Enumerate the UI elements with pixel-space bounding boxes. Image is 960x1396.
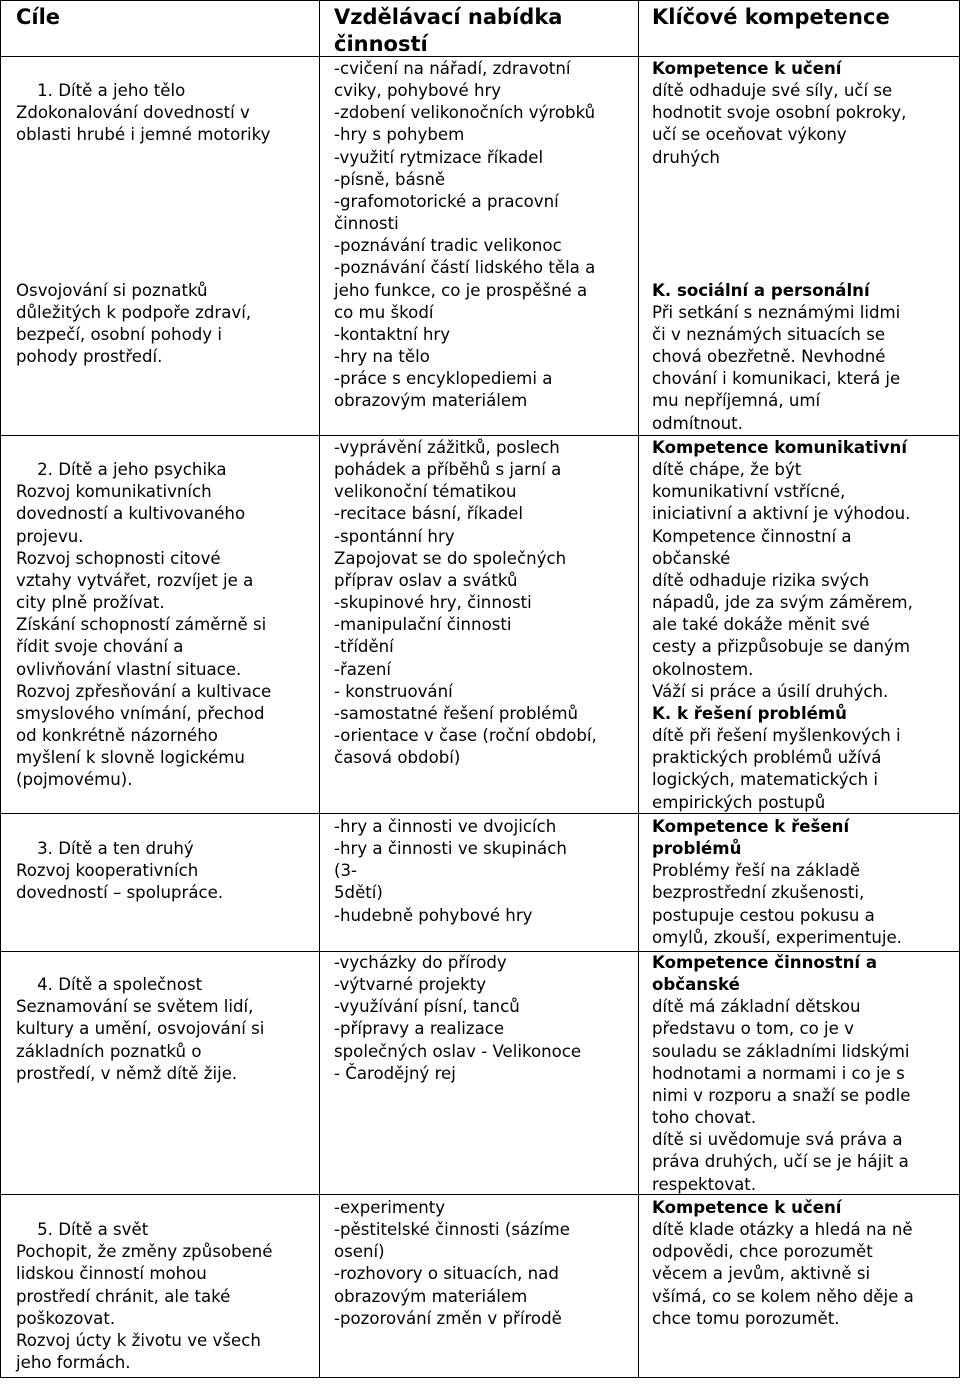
row-1-offer: -cvičení na nářadí, zdravotní cviky, pohybové hry -zdobení velikonočních výrobků -hry s pohybem -využití rytmizace říkadel -písně, básně -grafomotorické a pracovní činnosti -poznávání tradic velikonoc -poznávání částí lidského těla a jeho funkce, co je prospěšné a co mu škodí -kontaktní hry -hry na tělo -práce s encyklopediemi a obrazovým materiálem [334, 59, 596, 411]
row-2-comp-title-1: Kompetence komunikativní [652, 438, 908, 457]
row-1-goals-text: Zdokonalování dovedností v oblasti hrubé i jemné motoriky Osvojování si poznatků důležitých k podpoře zdraví, bezpečí, osobní pohody i pohody prostředí. [16, 103, 271, 367]
row-4-competences [652, 952, 910, 1196]
row-4-goals-title: 4. Dítě a společnost [37, 975, 203, 995]
row-4-comp-title-1: Kompetence činnostní a občanské [652, 953, 878, 995]
row-3-offer: -hry a činnosti ve dvojicích -hry a činnosti ve skupinách (3- 5dětí) -hudebně pohybové hry [334, 817, 567, 925]
row-3-competences [652, 816, 902, 949]
column-divider [638, 1, 639, 1377]
row-1-comp-title-1: Kompetence k učení [652, 59, 842, 78]
row-1-comp-text-2: Při setkání s neznámými lidmi či v neznámých situacích se chová obezřetně. Nevhodné chování i komunikaci, která je mu nepříjemná, umí odmítnout. [652, 302, 901, 433]
column-divider [319, 1, 320, 1377]
row-3-goals-text: Rozvoj kooperativních dovedností – spolupráce. [16, 861, 224, 903]
row-3-comp-title-1: Kompetence k řešení problémů [652, 817, 850, 859]
row-4-comp-text-1: dítě má základní dětskou představu o tom, co je v souladu se základními lidskými hodnotami a normami i co je s nimi v rozporu a snaží se podle toho chovat. dítě si uvědomuje svá práva a práva druhých, učí se je hájit a respektovat. [652, 997, 911, 1194]
row-2-offer: -vyprávění zážitků, poslech pohádek a příběhů s jarní a velikonoční tématikou -recitace básní, říkadel -spontánní hry Zapojovat se do společných příprav oslav a svátků -skupinové hry, činnosti -manipulační činnosti -třídění -řazení - konstruování -samostatné řešení problémů -orientace v čase (roční období, časová období) [334, 438, 597, 768]
row-5-goals [16, 1197, 272, 1396]
row-2-comp-text-2: dítě při řešení myšlenkových i praktických problémů užívá logických, matematických i empirických postupů [652, 726, 901, 812]
row-4-offer: -vycházky do přírody -výtvarné projekty -využívání písní, tanců -přípravy a realizace společných oslav - Velikonoce - Čarodějný rej [334, 953, 582, 1083]
row-3-comp-text-1: Problémy řeší na základě bezprostřední zkušenosti, postupuje cestou pokusu a omylů, zkouší, experimentuje. [652, 861, 902, 947]
row-3-goals [16, 816, 223, 927]
row-2-comp-text-1: dítě chápe, že být komunikativní vstřícné, iniciativní a aktivní je výhodou. Kompetence činnostní a občanské dítě odhaduje rizika svých nápadů, jde za svým záměrem, ale také dokáže měnit své cesty a přizpůsobuje se daným okolnostem. Váží si práce a úsilí druhých. [652, 460, 913, 701]
header-offer: Vzdělávací nabídka činností [334, 5, 563, 56]
row-2-comp-title-2: K. k řešení problémů [652, 703, 847, 723]
row-4-goals [16, 952, 264, 1107]
row-3-goals-title: 3. Dítě a ten druhý [37, 839, 194, 859]
row-5-comp-title-1: Kompetence k učení [652, 1198, 842, 1217]
row-divider [1, 435, 959, 436]
header-competences: Klíčové kompetence [652, 5, 890, 29]
row-1-goals [16, 58, 271, 390]
row-4-goals-text: Seznamování se světem lidí, kultury a umění, osvojování si základních poznatků o prostředí, v němž dítě žije. [16, 997, 265, 1083]
row-2-goals-title: 2. Dítě a jeho psychika [37, 460, 227, 480]
row-1-comp-title-2: K. sociální a personální [652, 280, 870, 300]
row-5-offer: -experimenty -pěstitelské činnosti (sázíme osení) -rozhovory o situacích, nad obrazovým materiálem -pozorování změn v přírodě [334, 1198, 570, 1328]
row-5-goals-text: Pochopit, že změny způsobené lidskou činností mohou prostředí chránit, ale také poškozovat. Rozvoj úcty k životu ve všech jeho formách. [16, 1242, 273, 1373]
row-1-comp-text-1: dítě odhaduje své síly, učí se hodnotit svoje osobní pokroky, učí se oceňovat výkony druhých [652, 81, 907, 167]
row-5-goals-title: 5. Dítě a svět [37, 1220, 149, 1240]
row-1-competences [652, 58, 906, 435]
row-2-goals-text: Rozvoj komunikativních dovedností a kultivovaného projevu. Rozvoj schopnosti citové vztahy vytvářet, rozvíjet je a city plně prožívat. Získání schopností záměrně si řídit svoje chování a ovlivňování vlastní situace. Rozvoj zpřesňování a kultivace smyslového vnímání, přechod od konkrétně názorného myšlení k slovně logickému (pojmovému). [16, 482, 272, 790]
row-5-competences [652, 1197, 914, 1330]
row-2-competences [652, 437, 913, 814]
row-5-comp-text-1: dítě klade otázky a hledá na ně odpovědi, chce porozumět věcem a jevům, aktivně si všímá, co se kolem něho děje a chce tomu porozumět. [652, 1220, 914, 1328]
header-goals: Cíle [16, 5, 61, 29]
row-1-goals-title: 1. Dítě a jeho tělo [37, 81, 186, 101]
row-2-goals [16, 437, 271, 814]
